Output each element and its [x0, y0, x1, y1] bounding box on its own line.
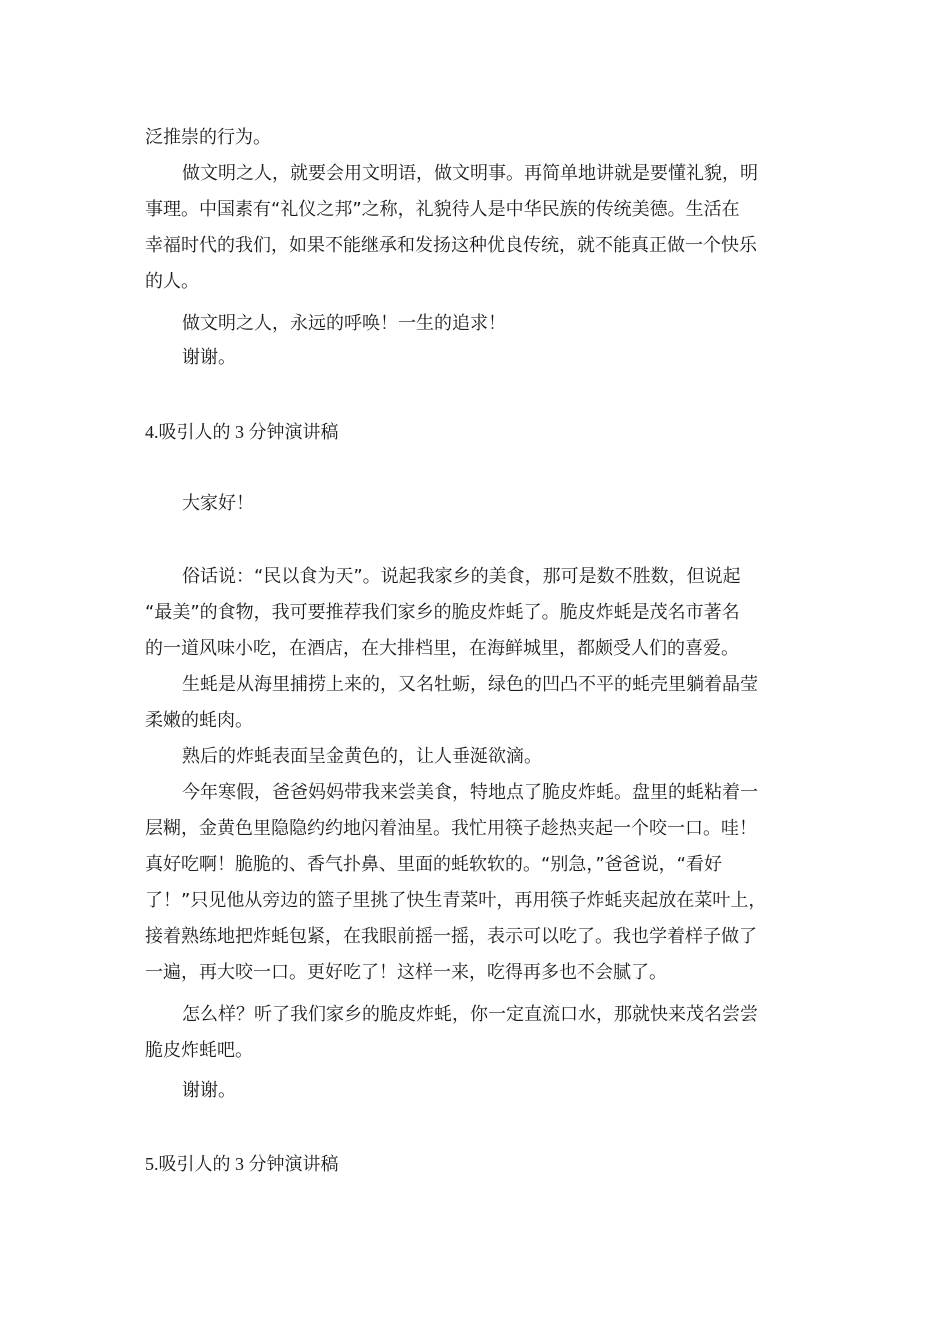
paragraph-line: 层糊，金黄色里隐隐约约地闪着油星。我忙用筷子趁热夹起一个咬一口。哇！: [145, 818, 757, 839]
paragraph-line: 接着熟练地把炸蚝包紧，在我眼前摇一摇，表示可以吃了。我也学着样子做了: [145, 926, 757, 947]
paragraph-line: 柔嫩的蚝肉。: [145, 710, 253, 731]
paragraph-line: 的一道风味小吃，在酒店，在大排档里，在海鲜城里，都颇受人们的喜爱。: [145, 638, 739, 659]
paragraph-line: 泛推崇的行为。: [145, 127, 271, 148]
paragraph-line: “最美”的食物，我可要推荐我们家乡的脆皮炸蚝了。脆皮炸蚝是茂名市著名: [145, 602, 740, 623]
paragraph-line: 大家好！: [182, 493, 254, 514]
paragraph-line: 今年寒假，爸爸妈妈带我来尝美食，特地点了脆皮炸蚝。盘里的蚝粘着一: [182, 782, 758, 803]
section-heading: 5.吸引人的 3 分钟演讲稿: [145, 1154, 339, 1174]
paragraph-line: 熟后的炸蚝表面呈金黄色的，让人垂涎欲滴。: [182, 746, 542, 767]
paragraph-line: 脆皮炸蚝吧。: [145, 1040, 253, 1061]
paragraph-line: 事理。中国素有“礼仪之邦”之称，礼貌待人是中华民族的传统美德。生活在: [145, 199, 740, 220]
paragraph-line: 幸福时代的我们，如果不能继承和发扬这种优良传统，就不能真正做一个快乐: [145, 235, 757, 256]
paragraph-line: 一遍，再大咬一口。更好吃了！这样一来，吃得再多也不会腻了。: [145, 962, 667, 983]
paragraph-line: 怎么样？听了我们家乡的脆皮炸蚝，你一定直流口水，那就快来茂名尝尝: [182, 1004, 758, 1025]
paragraph-line: 做文明之人，就要会用文明语，做文明事。再简单地讲就是要懂礼貌，明: [182, 163, 758, 184]
paragraph-line: 了！”只见他从旁边的篮子里挑了快生青菜叶，再用筷子炸蚝夹起放在菜叶上，: [145, 890, 767, 911]
paragraph-line: 生蚝是从海里捕捞上来的，又名牡蛎，绿色的凹凸不平的蚝壳里躺着晶莹: [182, 674, 758, 695]
paragraph-line: 谢谢。: [182, 1080, 236, 1101]
paragraph-line: 谢谢。: [182, 347, 236, 368]
paragraph-line: 俗话说：“民以食为天”。说起我家乡的美食，那可是数不胜数，但说起: [182, 566, 741, 587]
section-heading: 4.吸引人的 3 分钟演讲稿: [145, 422, 339, 442]
paragraph-line: 真好吃啊！脆脆的、香气扑鼻、里面的蚝软软的。“别急，”爸爸说，“看好: [145, 854, 722, 875]
paragraph-line: 做文明之人，永远的呼唤！一生的追求！: [182, 313, 506, 334]
paragraph-line: 的人。: [145, 271, 199, 292]
